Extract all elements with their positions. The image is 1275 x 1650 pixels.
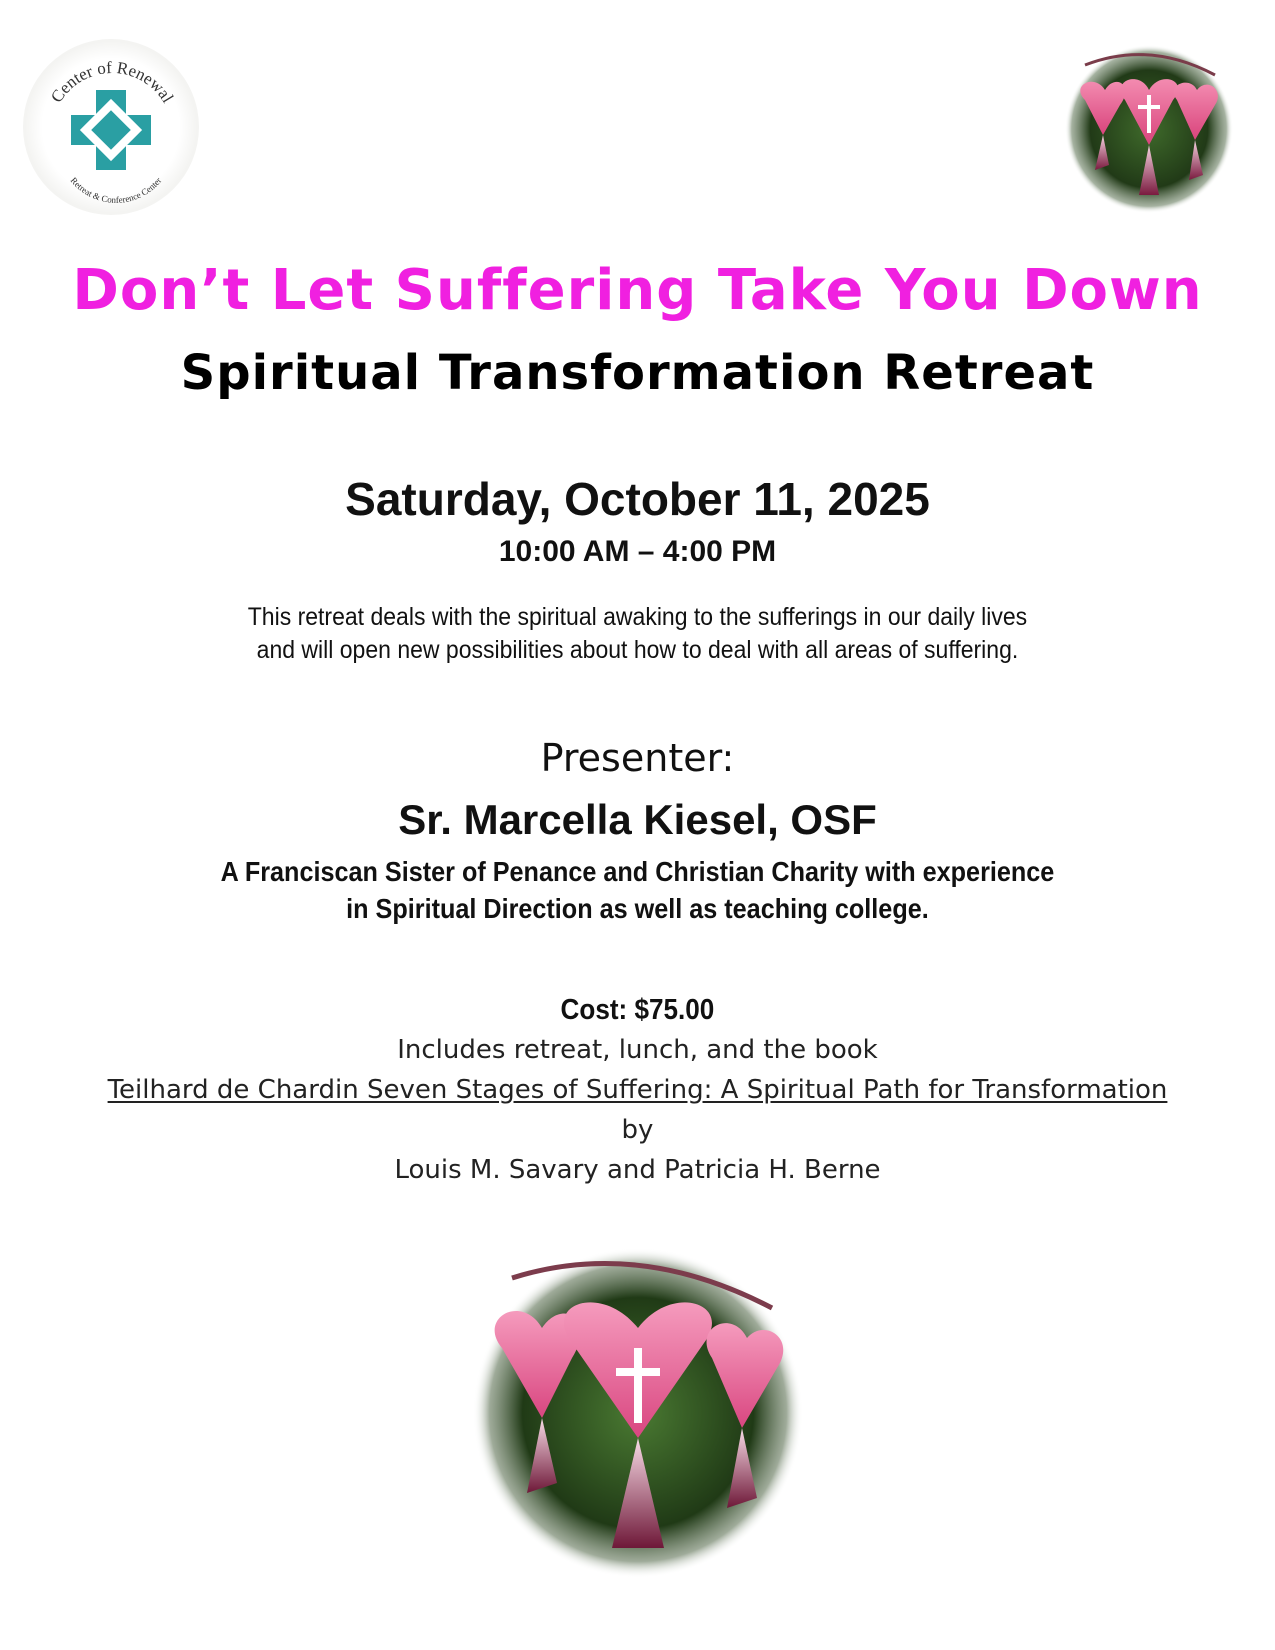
presenter-name: Sr. Marcella Kiesel, OSF (398, 796, 877, 843)
presenter-label: Presenter: (540, 736, 735, 780)
cost-label: Cost: $75.00 (560, 994, 715, 1026)
book-title-text: Teilhard de Chardin Seven Stages of Suffering: A Spiritual Path for Transformation (107, 1075, 1168, 1105)
presenter-bio-line: A Franciscan Sister of Penance and Christian Charity with experience (220, 856, 1055, 887)
book-by: by (621, 1115, 654, 1145)
bleeding-heart-flower-image-bottom (472, 1248, 804, 1578)
svg-text:Retreat & Conference Center: Retreat & Conference Center (68, 175, 164, 205)
bleeding-heart-flower-image-top (1065, 45, 1233, 213)
event-description (51, 601, 1224, 667)
book-authors: Louis M. Savary and Patricia H. Berne (394, 1155, 881, 1185)
event-description-line: and will open new possibilities about how to deal with all areas of suffering. (256, 636, 1019, 664)
event-date: Saturday, October 11, 2025 (345, 473, 930, 525)
presenter-bio (64, 853, 1212, 927)
svg-text:Center of Renewal: Center of Renewal (46, 57, 178, 107)
event-description-line: This retreat deals with the spiritual awaking to the sufferings in our daily lives (247, 603, 1028, 631)
presenter-bio-line: in Spiritual Direction as well as teaching college. (346, 893, 929, 924)
event-time: 10:00 AM – 4:00 PM (498, 535, 777, 568)
event-title: Don’t Let Suffering Take You Down (72, 258, 1203, 323)
event-subtitle: Spiritual Transformation Retreat (180, 345, 1095, 401)
cost-includes: Includes retreat, lunch, and the book (397, 1035, 878, 1065)
center-of-renewal-logo (22, 38, 200, 216)
book-title (0, 1075, 1275, 1105)
